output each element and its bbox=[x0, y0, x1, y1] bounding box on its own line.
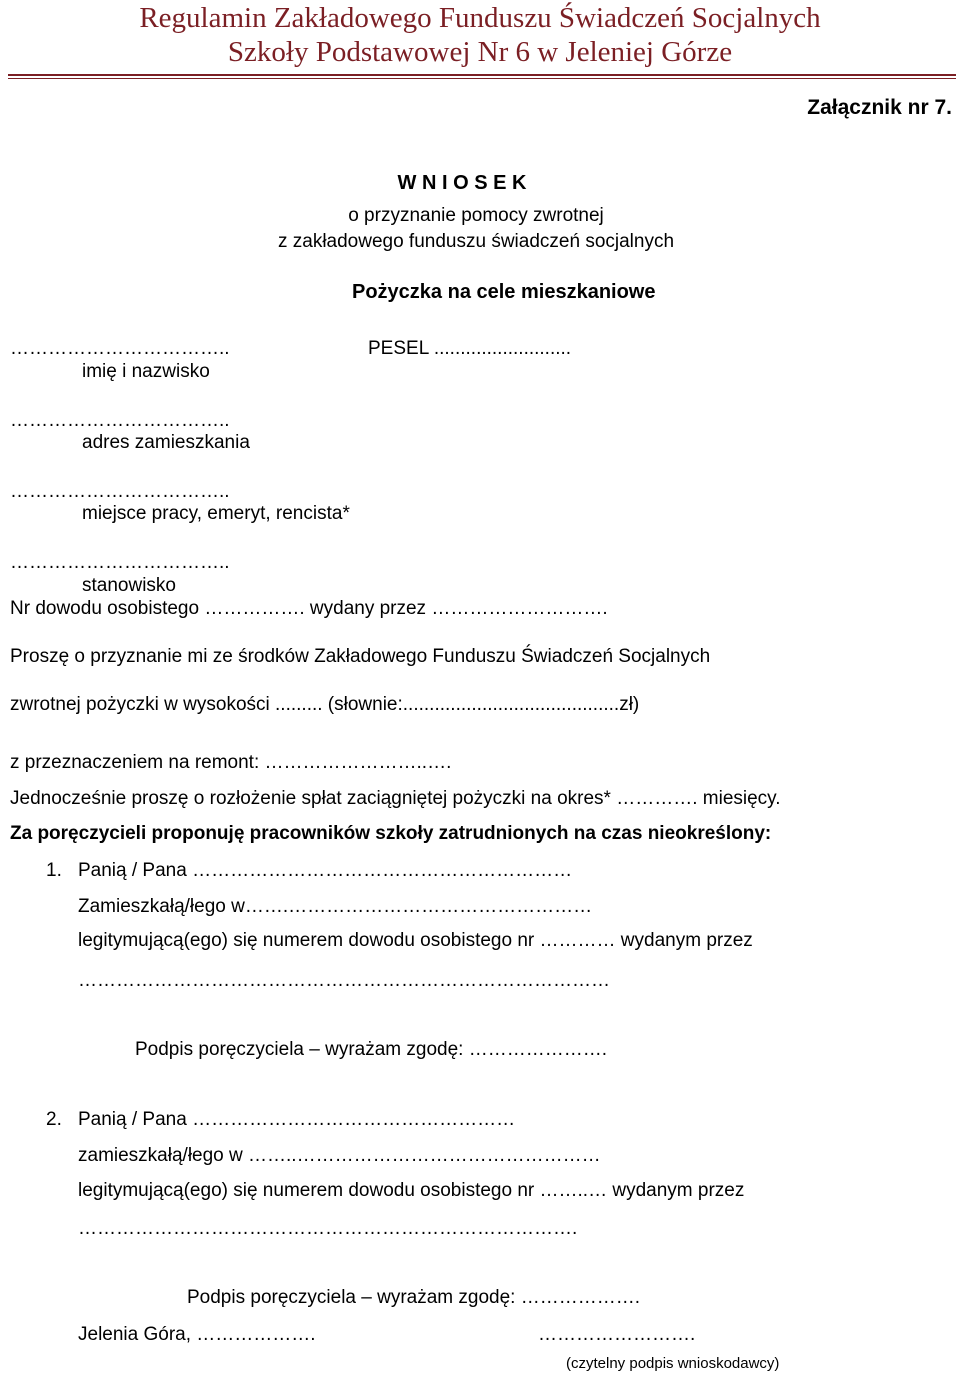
guarantor-1-id[interactable]: legitymującą(ego) się numerem dowodu osobistego nr ………… wydanym przez bbox=[78, 930, 753, 951]
name-field[interactable]: …………………………….. bbox=[10, 338, 230, 359]
attachment-number: Załącznik nr 7. bbox=[807, 96, 952, 119]
applicant-signature-label: (czytelny podpis wnioskodawcy) bbox=[566, 1355, 780, 1372]
guarantor-2-signature[interactable]: Podpis poręczyciela – wyrażam zgodę: ………………. bbox=[187, 1287, 640, 1308]
header-line-1: Regulamin Zakładowego Funduszu Świadczeń Socjalnych bbox=[139, 2, 821, 34]
pesel-field[interactable]: PESEL .......................... bbox=[368, 338, 572, 359]
name-label: imię i nazwisko bbox=[82, 361, 210, 382]
loan-type: Pożyczka na cele mieszkaniowe bbox=[352, 281, 656, 303]
position-label: stanowisko bbox=[82, 575, 176, 596]
form-subtitle-2: z zakładowego funduszu świadczeń socjalnych bbox=[277, 231, 675, 252]
guarantor-1-issuer[interactable]: ………………………………………………………………………… bbox=[78, 970, 610, 991]
id-document-line[interactable]: Nr dowodu osobistego ……………. wydany przez ………………………. bbox=[10, 598, 608, 619]
applicant-signature-field[interactable]: ……………………. bbox=[538, 1324, 696, 1345]
workplace-label: miejsce pracy, emeryt, rencista* bbox=[82, 503, 350, 524]
installments-line[interactable]: Jednocześnie proszę o rozłożenie spłat zaciągniętej pożyczki na okres* …………. miesięcy. bbox=[10, 788, 781, 809]
guarantor-1-residence[interactable]: Zamieszkałą/łego w…….………………………………………… bbox=[78, 896, 593, 917]
guarantors-heading: Za poręczycieli proponuję pracowników szkoły zatrudnionych na czas nieokreślony: bbox=[10, 823, 772, 844]
address-label: adres zamieszkania bbox=[82, 432, 250, 453]
guarantor-2-residence[interactable]: zamieszkałą/łego w ……..………………………………………… bbox=[78, 1145, 601, 1166]
header-line-2: Szkoły Podstawowej Nr 6 w Jeleniej Górze bbox=[227, 36, 733, 68]
address-field[interactable]: …………………………….. bbox=[10, 410, 230, 431]
workplace-field[interactable]: …………………………….. bbox=[10, 481, 230, 502]
place-date-field[interactable]: Jelenia Góra, ………………. bbox=[78, 1324, 316, 1345]
position-field[interactable]: …………………………….. bbox=[10, 552, 230, 573]
guarantor-2-id[interactable]: legitymującą(ego) się numerem dowodu osobistego nr ……..… wydanym przez bbox=[78, 1180, 745, 1201]
request-text-1: Proszę o przyznanie mi ze środków Zakładowego Funduszu Świadczeń Socjalnych bbox=[10, 646, 711, 667]
guarantor-2-issuer[interactable]: ……………………………………………………………………. bbox=[78, 1218, 578, 1239]
form-title: W N I O S E K bbox=[397, 172, 527, 194]
guarantor-1-number: 1. bbox=[46, 860, 62, 881]
header-rule bbox=[8, 74, 956, 76]
header-rule-thin bbox=[8, 78, 956, 79]
purpose-line[interactable]: z przeznaczeniem na remont: ……………………..…. bbox=[10, 752, 452, 773]
form-subtitle-1: o przyznanie pomocy zwrotnej bbox=[348, 205, 604, 226]
guarantor-1-name[interactable]: Panią / Pana …………………………………………………… bbox=[78, 860, 573, 881]
guarantor-2-number: 2. bbox=[46, 1109, 62, 1130]
guarantor-1-signature[interactable]: Podpis poręczyciela – wyrażam zgodę: …………………. bbox=[135, 1039, 607, 1060]
guarantor-2-name[interactable]: Panią / Pana …………………………………………… bbox=[78, 1109, 516, 1130]
loan-amount-line[interactable]: zwrotnej pożyczki w wysokości ......... (słownie:.........................................zł) bbox=[10, 694, 640, 715]
